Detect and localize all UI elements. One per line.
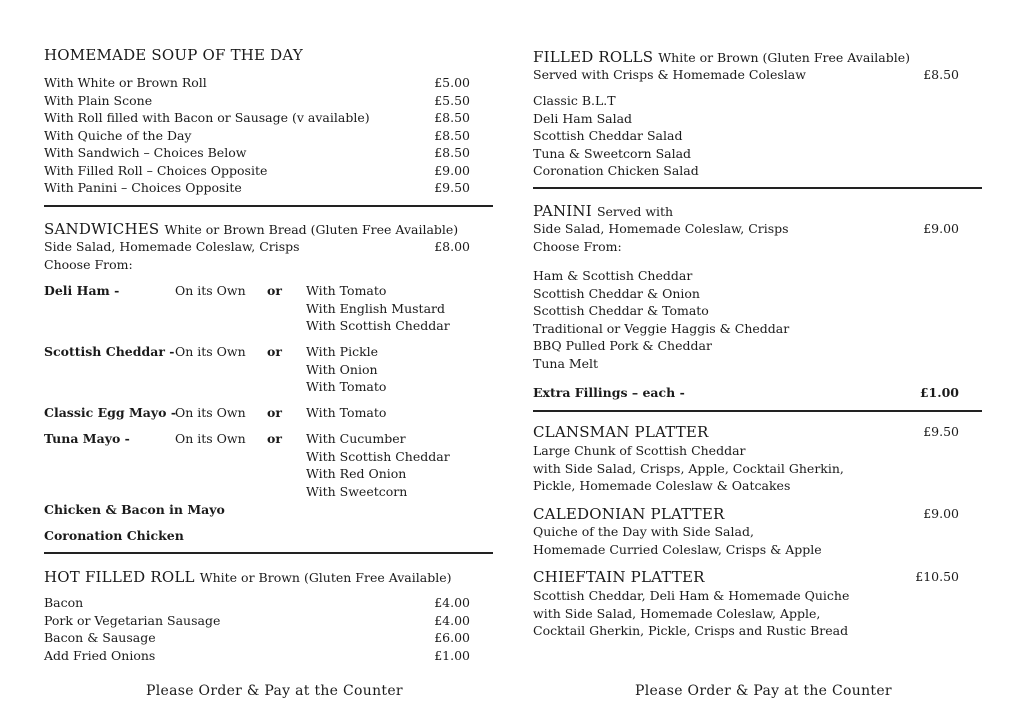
platter-heading-row <box>533 423 963 443</box>
list-item: Scottish Cheddar & Tomato <box>533 303 709 318</box>
list-item: Coronation Chicken Salad <box>533 163 699 178</box>
list-item: With Sandwich – Choices Below £8.50 <box>44 145 470 160</box>
divider <box>44 205 493 207</box>
platter-line: Quiche of the Day with Side Salad, <box>533 524 754 539</box>
panini-heading-note: Served with <box>596 204 674 219</box>
list-item: Tuna Melt <box>533 355 599 371</box>
hot-roll-heading-row <box>44 567 451 586</box>
platter-line: with Side Salad, Homemade Coleslaw, Apple, <box>533 605 821 621</box>
list-item: Pork or Vegetarian Sausage £4.00 <box>44 612 470 628</box>
list-item: Tuna & Sweetcorn Salad <box>533 145 692 161</box>
list-item: With Panini – Choices Opposite £9.50 <box>44 180 470 195</box>
own-label: On its Own <box>175 283 246 298</box>
filling-name: Tuna Mayo - <box>44 431 130 446</box>
filling-option: With Cucumber <box>306 431 406 446</box>
own-label: On its Own <box>175 431 246 446</box>
filled-rolls-heading: FILLED ROLLS <box>533 48 654 66</box>
filling-name: Classic Egg Mayo - <box>44 405 177 420</box>
platter-line: with Side Salad, Crisps, Apple, Cocktail Gherkin, <box>533 460 844 476</box>
list-item: Bacon £4.00 <box>44 595 470 610</box>
hot-roll-heading-note: White or Brown (Gluten Free Available) <box>199 570 452 585</box>
or-label: or <box>267 283 282 298</box>
divider <box>533 410 982 412</box>
sandwich-extra: Coronation Chicken <box>44 528 184 543</box>
footer-right: Please Order & Pay at the Counter <box>635 683 892 699</box>
list-item: BBQ Pulled Pork & Cheddar <box>533 338 712 353</box>
sandwiches-heading-note: White or Brown Bread (Gluten Free Available) <box>164 222 459 237</box>
filling-option: With Onion <box>306 361 378 377</box>
or-label: or <box>267 405 282 420</box>
filling-name: Scottish Cheddar - <box>44 344 175 359</box>
sandwich-extra: Chicken & Bacon in Mayo <box>44 502 225 517</box>
panini-choose: Choose From: <box>533 238 622 254</box>
platter-line: Cocktail Gherkin, Pickle, Crisps and Rustic Bread <box>533 623 849 638</box>
platter-line: Large Chunk of Scottish Cheddar <box>533 443 746 458</box>
list-item: Deli Ham Salad <box>533 110 633 126</box>
sandwiches-heading: SANDWICHES <box>44 220 160 238</box>
list-item: With Roll filled with Bacon or Sausage (v available) £8.50 <box>44 110 470 125</box>
filling-option: With Tomato <box>306 379 387 394</box>
list-item: Add Fried Onions £1.00 <box>44 647 470 663</box>
list-item: With Quiche of the Day £8.50 <box>44 127 470 143</box>
sandwiches-heading-row <box>44 219 458 238</box>
panini-heading: PANINI <box>533 202 592 220</box>
platter-heading: CLANSMAN PLATTER <box>533 423 709 441</box>
own-label: On its Own <box>175 405 246 420</box>
platter-price: £9.00 <box>923 506 959 521</box>
filled-rolls-price: £8.50 <box>923 67 959 82</box>
platter-line: Pickle, Homemade Coleslaw & Oatcakes <box>533 478 791 493</box>
filled-rolls-heading-note: White or Brown (Gluten Free Available) <box>658 50 910 65</box>
list-item: Classic B.L.T <box>533 93 616 108</box>
divider <box>533 187 982 189</box>
own-label: On its Own <box>175 344 246 359</box>
list-item: Scottish Cheddar & Onion <box>533 285 700 301</box>
filling-name: Deli Ham - <box>44 283 120 298</box>
list-item: Ham & Scottish Cheddar <box>533 268 693 283</box>
filling-option: With Pickle <box>306 344 379 359</box>
filled-rolls-heading-row <box>533 47 910 66</box>
filling-option: With English Mustard <box>306 300 446 316</box>
list-item: Scottish Cheddar Salad <box>533 128 683 143</box>
divider <box>44 552 493 554</box>
panini-side-line: Side Salad, Homemade Coleslaw, Crisps £9.00 <box>533 221 959 236</box>
list-item: With Filled Roll – Choices Opposite £9.00 <box>44 162 470 178</box>
panini-price: £9.00 <box>923 221 959 236</box>
hot-roll-heading: HOT FILLED ROLL <box>44 568 195 586</box>
sandwiches-side-line: Side Salad, Homemade Coleslaw, Crisps £8.00 <box>44 239 470 254</box>
sandwiches-choose: Choose From: <box>44 256 133 272</box>
filling-option: With Tomato <box>306 405 387 420</box>
list-item: Traditional or Veggie Haggis & Cheddar <box>533 320 790 336</box>
platter-heading: CALEDONIAN PLATTER <box>533 505 725 523</box>
list-item: With Plain Scone £5.50 <box>44 92 470 108</box>
panini-heading-row <box>533 201 673 220</box>
filling-option: With Scottish Cheddar <box>306 318 450 333</box>
footer-left: Please Order & Pay at the Counter <box>146 683 403 699</box>
sandwiches-price: £8.00 <box>434 239 470 254</box>
platter-heading-row <box>533 505 963 525</box>
filled-rolls-served: Served with Crisps & Homemade Coleslaw £8.50 <box>533 67 959 82</box>
platter-line: Homemade Curried Coleslaw, Crisps & Apple <box>533 541 822 557</box>
list-item: Bacon & Sausage £6.00 <box>44 630 470 645</box>
panini-extra-fillings: Extra Fillings – each - £1.00 <box>533 385 959 400</box>
or-label: or <box>267 431 282 446</box>
or-label: or <box>267 344 282 359</box>
platter-price: £9.50 <box>923 424 959 439</box>
platter-heading-row <box>533 568 963 588</box>
list-item: With White or Brown Roll £5.00 <box>44 75 470 90</box>
soup-heading: HOMEMADE SOUP OF THE DAY <box>44 46 303 64</box>
filling-option: With Sweetcorn <box>306 483 408 499</box>
platter-price: £10.50 <box>915 569 959 584</box>
platter-heading: CHIEFTAIN PLATTER <box>533 568 705 586</box>
filling-option: With Red Onion <box>306 466 407 481</box>
filling-option: With Scottish Cheddar <box>306 448 450 464</box>
platter-line: Scottish Cheddar, Deli Ham & Homemade Quiche <box>533 588 850 603</box>
filling-option: With Tomato <box>306 283 387 298</box>
